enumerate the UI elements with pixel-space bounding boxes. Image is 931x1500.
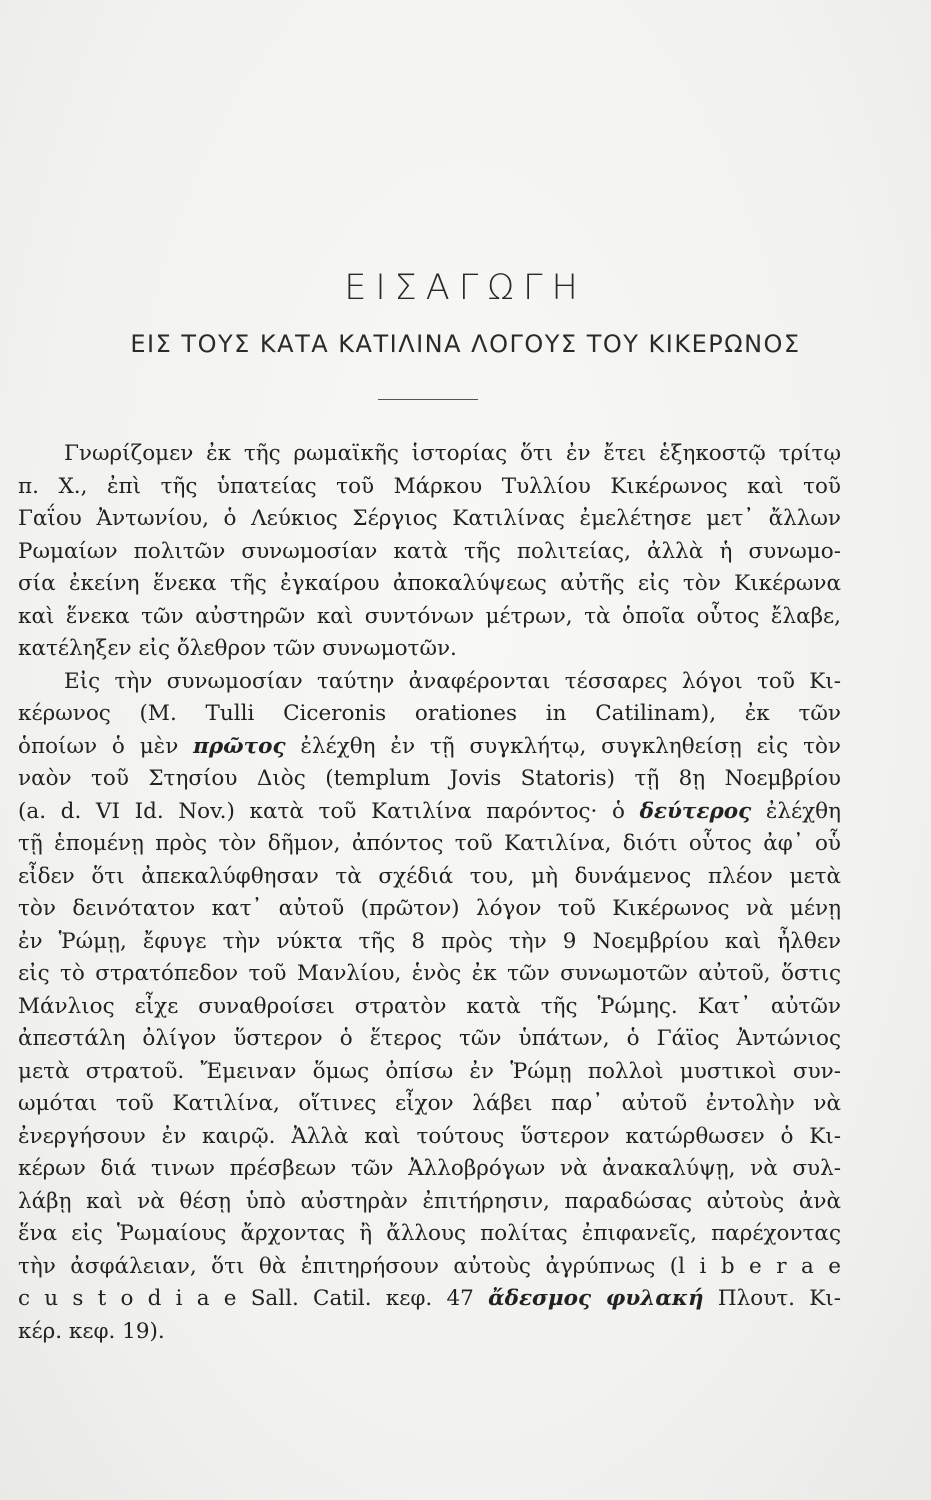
text-line: λάβῃ καὶ νὰ θέσῃ ὑπὸ αὐστηρὰν ἐπιτήρησιν, παραδώσας αὐτοὺς ἀνὰ (18, 1188, 841, 1214)
text-line: κέρων διά τινων πρέσβεων τῶν Ἀλλοβρόγων νὰ ἀνακαλύψῃ, νὰ συλ- (18, 1156, 841, 1181)
text-line: σία ἐκείνη ἕνεκα τῆς ἐγκαίρου ἀποκαλύψεως αὐτῆς εἰς τὸν Κικέρωνα (18, 571, 841, 596)
text-line: ἐνεργήσουν ἐν καιρῷ. Ἀλλὰ καὶ τούτους ὕστερον κατώρθωσεν ὁ Κι- (18, 1123, 841, 1149)
text-segment: ἐλέχθη (765, 798, 841, 824)
title-divider (378, 399, 478, 400)
text-line: ἐν Ῥώμῃ, ἔφυγε τὴν νύκτα τῆς 8 πρὸς τὴν 9 Νοεμβρίου καὶ ἦλθεν (18, 928, 841, 954)
text-segment: Πλουτ. Κι- (717, 1286, 841, 1311)
text-line-mixed (18, 731, 841, 764)
text-line: κέρ. κεφ. 19). (18, 1318, 165, 1344)
text-line: κατέληξεν εἰς ὄλεθρον τῶν συνωμοτῶν. (18, 636, 457, 661)
text-segment: ἐλέχθη ἐν τῇ συγκλήτῳ, συγκληθείσῃ εἰς τὸν (300, 733, 841, 759)
text-segment: c u s t o d i a e Sall. Catil. κεφ. 47 (18, 1286, 474, 1311)
emphasis-adesmos: ἄδεσμος φυλακή (488, 1286, 704, 1311)
text-line: μετὰ στρατοῦ. Ἔμειναν ὅμως ὀπίσω ἐν Ῥώμῃ πολλοὶ μυστικοὶ συν- (18, 1058, 841, 1084)
text-line: εἶδεν ὅτι ἀπεκαλύφθησαν τὰ σχέδιά του, μὴ δυνάμενος πλέον μετὰ (18, 863, 841, 889)
text-line: τὴν ἀσφάλειαν, ὅτι θὰ ἐπιτηρήσουν αὐτοὺς ἀγρύπνως (l i b e r a e (18, 1253, 841, 1279)
text-line: Ρωμαίων πολιτῶν συνωμοσίαν κατὰ τῆς πολιτείας, ἀλλὰ ἡ συνωμο- (18, 538, 841, 564)
page-title: ΕΙΣΑΓΩΓΗ (344, 268, 587, 308)
text-line-mixed (18, 1283, 841, 1316)
page-subtitle: ΕΙΣ ΤΟΥΣ ΚΑΤΑ ΚΑΤΙΛΙΝΑ ΛΟΓΟΥΣ ΤΟΥ ΚΙΚΕΡΩΝΟΣ (130, 330, 801, 358)
body-text (18, 438, 841, 1348)
text-line: Γαΐου Ἀντωνίου, ὁ Λεύκιος Σέργιος Κατιλίνας ἐμελέτησε μετ᾿ ἄλλων (18, 506, 841, 531)
text-segment: (a. d. VI Id. Nov.) κατὰ τοῦ Κατιλίνα παρόντος· ὁ (18, 798, 625, 824)
text-line: εἰς τὸ στρατόπεδον τοῦ Μανλίου, ἑνὸς ἐκ τῶν συνωμοτῶν αὐτοῦ, ὅστις (18, 961, 841, 986)
show-through-text (60, 135, 891, 265)
text-segment: ὁποίων ὁ μὲν (18, 733, 179, 759)
text-line: τὸν δεινότατον κατ᾿ αὐτοῦ (πρῶτον) λόγον τοῦ Κικέρωνος νὰ μένῃ (18, 896, 841, 921)
text-line: ναὸν τοῦ Στησίου Διὸς (templum Jovis Statoris) τῇ 8ῃ Νοεμβρίου (18, 766, 841, 791)
text-line: Γνωρίζομεν ἐκ τῆς ρωμαϊκῆς ἱστορίας ὅτι ἐν ἔτει ἑξηκοστῷ τρίτῳ (64, 441, 841, 466)
text-line: ἀπεστάλη ὀλίγον ὕστερον ὁ ἕτερος τῶν ὑπάτων, ὁ Γάϊος Ἀντώνιος (18, 1026, 841, 1051)
text-line: Μάνλιος εἶχε συναθροίσει στρατὸν κατὰ τῆς Ῥώμης. Κατ᾿ αὐτῶν (18, 993, 841, 1019)
emphasis-protos: πρῶτος (193, 733, 286, 759)
text-line: ἕνα εἰς Ῥωμαίους ἄρχοντας ἢ ἄλλους πολίτας ἐπιφανεῖς, παρέχοντας (18, 1221, 841, 1246)
text-line: τῇ ἑπομένῃ πρὸς τὸν δῆμον, ἀπόντος τοῦ Κατιλίνα, διότι οὗτος ἀφ᾿ οὗ (18, 831, 841, 856)
text-line: ωμόται τοῦ Κατιλίνα, οἵτινες εἶχον λάβει παρ᾿ αὐτοῦ ἐντολὴν νὰ (18, 1091, 841, 1116)
text-line-mixed (18, 796, 841, 829)
text-line: Εἰς τὴν συνωμοσίαν ταύτην ἀναφέρονται τέσσαρες λόγοι τοῦ Κι- (64, 668, 841, 694)
emphasis-defteros: δεύτερος (639, 798, 752, 824)
text-line: κέρωνος (M. Tulli Ciceronis orationes in Catilinam), ἐκ τῶν (18, 701, 841, 726)
text-line: καὶ ἕνεκα τῶν αὐστηρῶν καὶ συντόνων μέτρων, τὰ ὁποῖα οὗτος ἔλαβε, (18, 603, 841, 629)
text-line: π. Χ., ἐπὶ τῆς ὑπατείας τοῦ Μάρκου Τυλλίου Κικέρωνος καὶ τοῦ (18, 473, 841, 499)
